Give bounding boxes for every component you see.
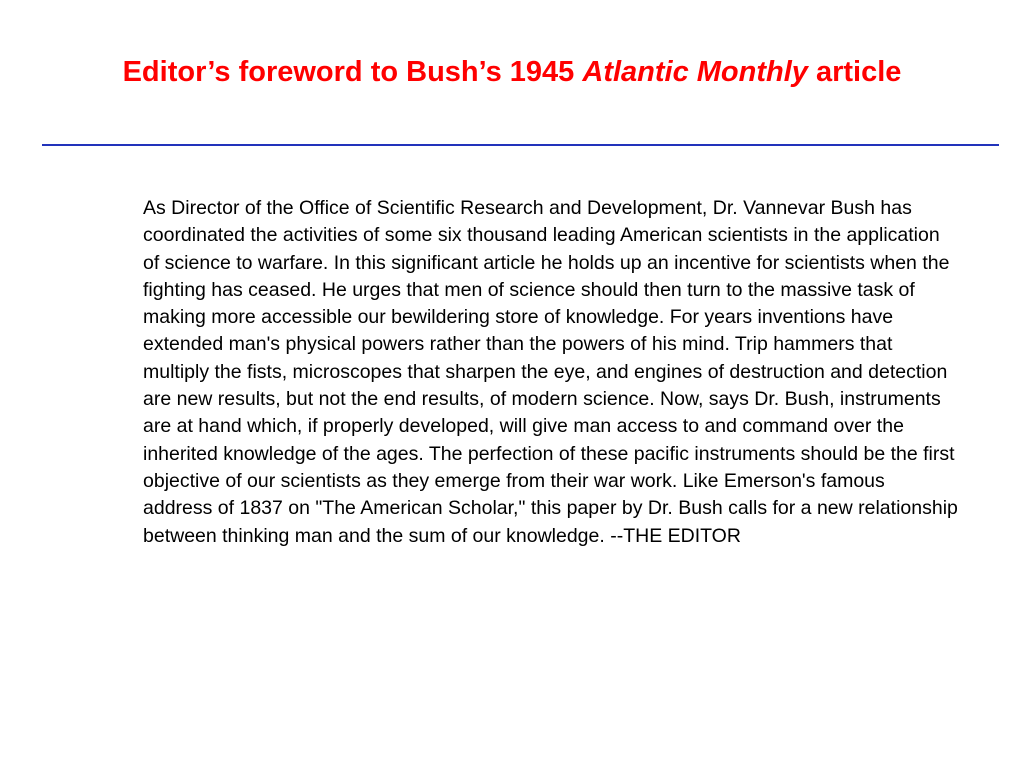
title-divider: [42, 144, 999, 146]
title-text-part2: article: [807, 56, 902, 88]
title-italic-publication: Atlantic Monthly: [582, 56, 808, 88]
title-text-part1: Editor’s foreword to Bush’s 1945: [122, 56, 583, 88]
slide-title: [0, 52, 1024, 92]
foreword-paragraph: As Director of the Office of Scientific Research and Development, Dr. Vannevar Bush has coordinated the activities of some six thousand leading American scientists in the application of science to warfare. In this significant article he holds up an incentive for scientists when the fighting has ceased. He urges that men of science should then turn to the massive task of making more accessible our bewildering store of knowledge. For years inventions have extended man's physical powers rather than the powers of his mind. Trip hammers that multiply the fists, microscopes that sharpen the eye, and engines of destruction and detection are new results, but not the end results, of modern science. Now, says Dr. Bush, instruments are at hand which, if properly developed, will give man access to and command over the inherited knowledge of the ages. The perfection of these pacific instruments should be the first objective of our scientists as they emerge from their war work. Like Emerson's famous address of 1837 on "The American Scholar," this paper by Dr. Bush calls for a new relationship between thinking man and the sum of our knowledge. --THE EDITOR: [143, 197, 958, 547]
